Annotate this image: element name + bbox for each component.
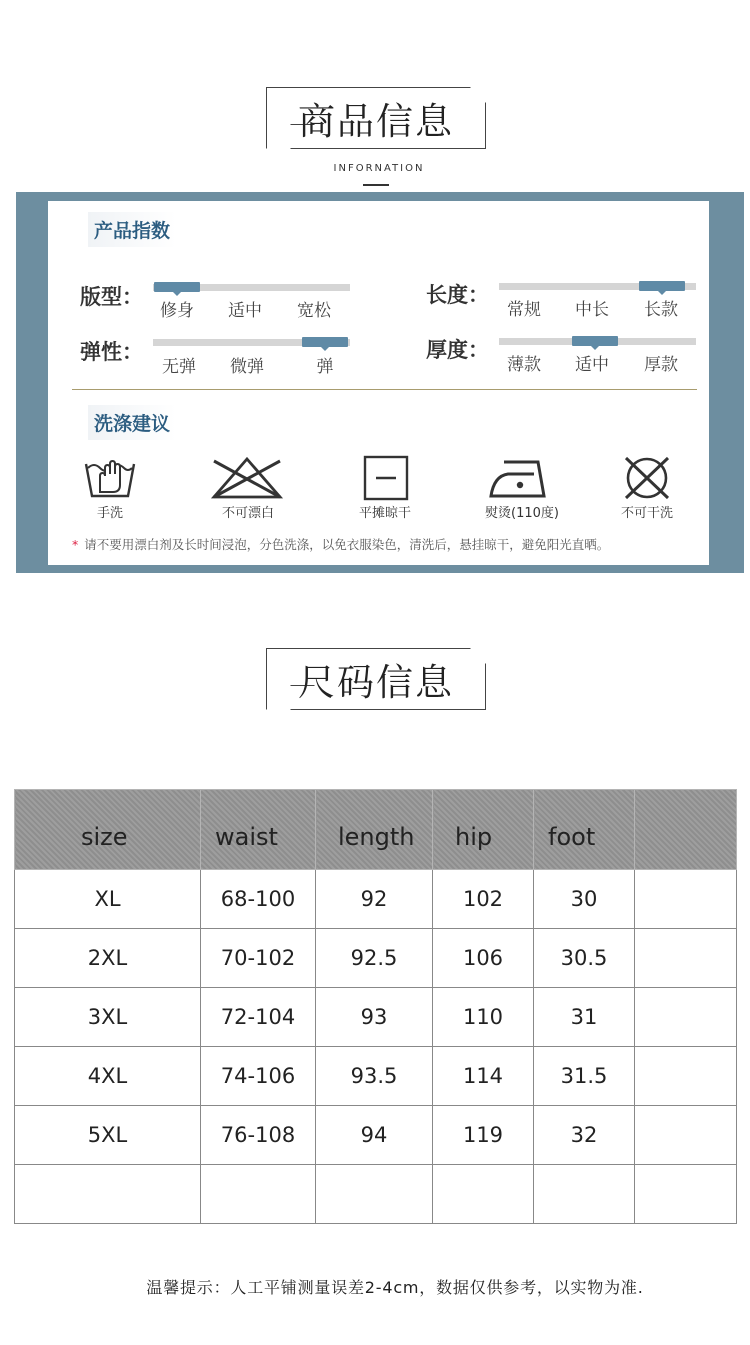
cell-length bbox=[316, 1165, 433, 1224]
care-note bbox=[72, 535, 609, 553]
length-slider-track bbox=[499, 283, 696, 290]
table-row bbox=[15, 1047, 737, 1106]
table-row bbox=[15, 929, 737, 988]
fit-label: 版型： bbox=[80, 285, 143, 309]
cell-size: 2XL bbox=[15, 929, 201, 988]
care-note-star: * bbox=[72, 537, 79, 552]
hand-wash-icon bbox=[82, 454, 138, 500]
header-waist: waist bbox=[201, 790, 316, 870]
dry-flat-shade-label: 平摊晾干 bbox=[358, 506, 411, 521]
thickness-option: 厚款 bbox=[644, 355, 678, 375]
cell-size: 3XL bbox=[15, 988, 201, 1047]
cell-blank bbox=[635, 1165, 737, 1224]
fit-option: 宽松 bbox=[297, 301, 331, 321]
cell-hip bbox=[433, 1165, 534, 1224]
header-blank bbox=[635, 790, 737, 870]
cell-waist: 68-100 bbox=[201, 870, 316, 929]
length-option: 常规 bbox=[507, 300, 541, 320]
cell-length: 93.5 bbox=[316, 1047, 433, 1106]
cell-length: 94 bbox=[316, 1106, 433, 1165]
thickness-label: 厚度： bbox=[426, 338, 489, 362]
no-bleach-icon bbox=[210, 455, 284, 501]
size-table bbox=[14, 789, 737, 1224]
elasticity-slider-knob bbox=[302, 337, 348, 347]
size-info-title-text: 尺码信息 bbox=[298, 661, 454, 704]
length-slider-knob bbox=[639, 281, 685, 291]
cell-foot: 30 bbox=[534, 870, 635, 929]
cell-waist: 72-104 bbox=[201, 988, 316, 1047]
fit-option: 适中 bbox=[228, 301, 262, 321]
cell-length: 93 bbox=[316, 988, 433, 1047]
no-dry-clean-icon bbox=[620, 455, 674, 501]
table-row bbox=[15, 1165, 737, 1224]
cell-hip: 110 bbox=[433, 988, 534, 1047]
cell-size: 5XL bbox=[15, 1106, 201, 1165]
iron-label: 熨烫(110度) bbox=[485, 506, 559, 521]
elasticity-option: 弹 bbox=[316, 357, 334, 377]
washing-heading: 洗涤建议 bbox=[88, 405, 176, 440]
no-dry-clean-label: 不可干洗 bbox=[620, 506, 673, 521]
header-foot: foot bbox=[534, 790, 635, 870]
cell-foot: 30.5 bbox=[534, 929, 635, 988]
cell-blank bbox=[635, 870, 737, 929]
no-bleach-label: 不可漂白 bbox=[221, 506, 274, 521]
cell-size: 4XL bbox=[15, 1047, 201, 1106]
product-info-subtitle: INFORNATION bbox=[333, 163, 425, 174]
thickness-slider-track bbox=[499, 338, 696, 345]
cell-blank bbox=[635, 1047, 737, 1106]
thickness-option: 适中 bbox=[575, 355, 609, 375]
cell-foot bbox=[534, 1165, 635, 1224]
product-index-heading: 产品指数 bbox=[88, 212, 176, 247]
cell-foot: 31.5 bbox=[534, 1047, 635, 1106]
cell-foot: 32 bbox=[534, 1106, 635, 1165]
cell-foot: 31 bbox=[534, 988, 635, 1047]
hand-wash-label: 手洗 bbox=[96, 506, 123, 521]
cell-blank bbox=[635, 929, 737, 988]
subtitle-underline bbox=[363, 184, 389, 186]
cell-blank bbox=[635, 988, 737, 1047]
cell-size: XL bbox=[15, 870, 201, 929]
cell-length: 92.5 bbox=[316, 929, 433, 988]
table-row bbox=[15, 1106, 737, 1165]
size-info-title bbox=[266, 648, 486, 710]
table-row bbox=[15, 988, 737, 1047]
size-table-header-row bbox=[15, 790, 737, 870]
cell-hip: 106 bbox=[433, 929, 534, 988]
length-option: 长款 bbox=[644, 300, 678, 320]
panel-divider bbox=[72, 389, 697, 390]
cell-length: 92 bbox=[316, 870, 433, 929]
care-note-text: 请不要用漂白剂及长时间浸泡，分色洗涤，以免衣服染色，清洗后，悬挂晾干，避免阳光直晒。 bbox=[84, 537, 610, 552]
iron-icon bbox=[488, 454, 554, 500]
header-size: size bbox=[15, 790, 201, 870]
cell-waist: 70-102 bbox=[201, 929, 316, 988]
cell-size bbox=[15, 1165, 201, 1224]
elasticity-option: 无弹 bbox=[162, 357, 196, 377]
product-info-title bbox=[266, 87, 486, 149]
thickness-slider-knob bbox=[572, 336, 618, 346]
dry-flat-shade-icon bbox=[363, 455, 409, 501]
table-row bbox=[15, 870, 737, 929]
cell-waist: 76-108 bbox=[201, 1106, 316, 1165]
fit-slider-knob bbox=[154, 282, 200, 292]
footer-note: 温馨提示：人工平铺测量误差2-4cm，数据仅供参考，以实物为准. bbox=[146, 1278, 644, 1297]
cell-hip: 119 bbox=[433, 1106, 534, 1165]
cell-blank bbox=[635, 1106, 737, 1165]
fit-option: 修身 bbox=[160, 301, 194, 321]
elasticity-label: 弹性： bbox=[80, 340, 143, 364]
fit-slider-track bbox=[153, 284, 350, 291]
header-hip: hip bbox=[433, 790, 534, 870]
cell-hip: 114 bbox=[433, 1047, 534, 1106]
cell-hip: 102 bbox=[433, 870, 534, 929]
cell-waist bbox=[201, 1165, 316, 1224]
header-length: length bbox=[316, 790, 433, 870]
thickness-option: 薄款 bbox=[507, 355, 541, 375]
length-label: 长度： bbox=[426, 283, 489, 307]
cell-waist: 74-106 bbox=[201, 1047, 316, 1106]
elasticity-option: 微弹 bbox=[230, 357, 264, 377]
elasticity-slider-track bbox=[153, 339, 350, 346]
product-info-title-text: 商品信息 bbox=[298, 100, 454, 143]
length-option: 中长 bbox=[575, 300, 609, 320]
